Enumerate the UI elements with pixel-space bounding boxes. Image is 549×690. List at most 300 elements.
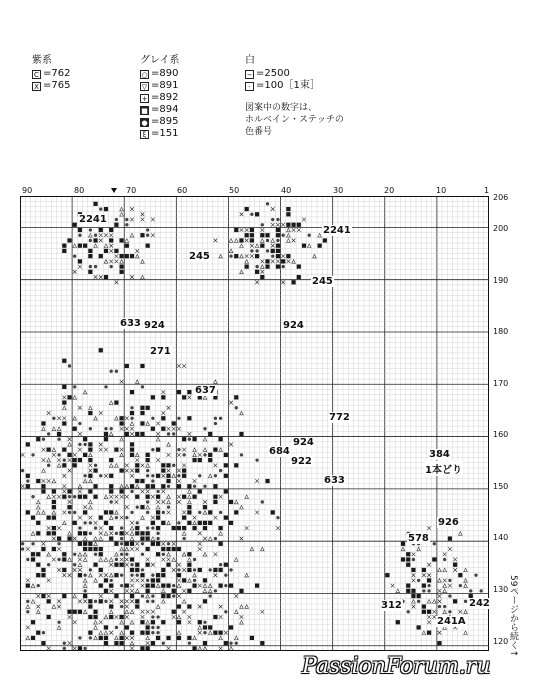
stitch-cell	[146, 646, 150, 650]
stitch-cell	[261, 610, 265, 614]
stitch-cell	[208, 432, 212, 436]
stitch-cell	[109, 495, 113, 499]
stitch-cell	[109, 244, 113, 248]
stitch-cell	[213, 615, 217, 619]
stitch-cell	[407, 610, 410, 613]
stitch-cell	[36, 531, 40, 535]
stitch-color-label: 922	[291, 456, 312, 467]
legend-white	[245, 55, 320, 92]
stitch-cell	[26, 610, 29, 613]
stitch-cell	[114, 400, 118, 404]
stitch-cell	[255, 265, 258, 268]
stitch-cell	[104, 521, 108, 525]
column-number: 30	[333, 186, 344, 195]
stitch-cell	[62, 249, 66, 253]
stitch-cell	[73, 568, 77, 572]
stitch-cell	[114, 448, 118, 452]
stitch-cell	[287, 239, 291, 243]
stitch-cell	[94, 464, 97, 467]
stitch-cell	[140, 631, 144, 635]
stitch-cell	[255, 244, 259, 248]
stitch-cell	[162, 390, 166, 394]
stitch-cell	[104, 474, 108, 478]
stitch-cell	[130, 594, 134, 598]
stitch-cell	[156, 573, 160, 577]
stitch-cell	[182, 364, 186, 368]
stitch-cell	[255, 254, 259, 258]
stitch-cell	[99, 584, 103, 588]
stitch-cell	[89, 521, 92, 524]
stitch-cell	[172, 542, 176, 546]
stitch-cell	[73, 223, 77, 227]
stitch-cell	[62, 244, 66, 248]
stitch-cell	[120, 437, 124, 441]
stitch-cell	[57, 547, 61, 551]
stitch-cell	[234, 610, 238, 614]
stitch-cell	[78, 526, 81, 529]
stitch-cell	[115, 552, 119, 556]
stitch-cell	[115, 516, 118, 519]
stitch-cell	[187, 510, 191, 514]
stitch-cell	[261, 270, 265, 274]
stitch-cell	[109, 464, 113, 468]
stitch-cell	[167, 453, 171, 457]
stitch-cell	[41, 484, 45, 488]
stitch-cell	[73, 594, 77, 598]
stitch-cell	[93, 610, 97, 614]
stitch-cell	[291, 223, 295, 227]
stitch-cell	[130, 484, 134, 488]
stitch-cell	[89, 464, 93, 468]
stitch-cell	[99, 448, 103, 452]
stitch-cell	[286, 207, 290, 211]
stitch-cell	[62, 406, 66, 410]
stitch-cell	[125, 547, 129, 551]
stitch-cell	[396, 620, 400, 624]
stitch-cell	[146, 458, 150, 462]
stitch-cell	[130, 631, 134, 635]
stitch-cell	[151, 615, 154, 618]
stitch-cell	[42, 438, 45, 441]
stitch-cell	[94, 275, 98, 279]
stitch-cell	[109, 401, 113, 405]
stitch-cell	[99, 558, 103, 562]
stitch-color-label: 578	[408, 533, 429, 544]
stitch-cell	[83, 531, 87, 535]
stitch-cell	[427, 610, 431, 614]
stitch-cell	[140, 505, 144, 509]
stitch-cell	[162, 558, 166, 562]
stitch-cell	[146, 526, 149, 529]
stitch-cell	[276, 233, 280, 237]
stitch-cell	[432, 600, 436, 604]
stitch-cell	[88, 254, 92, 258]
stitch-cell	[235, 406, 238, 409]
stitch-cell	[427, 578, 431, 582]
stitch-cell	[151, 521, 155, 525]
stitch-cell	[42, 458, 46, 462]
stitch-cell	[120, 416, 124, 420]
stitch-cell	[57, 427, 61, 431]
stitch-cell	[182, 511, 186, 515]
stitch-cell	[83, 552, 87, 556]
legend-row	[245, 68, 320, 80]
stitch-cell	[177, 594, 181, 598]
stitch-cell	[120, 584, 123, 587]
stitch-cell	[245, 207, 249, 211]
stitch-cell	[21, 484, 25, 488]
stitch-cell	[167, 542, 170, 545]
stitch-cell	[151, 578, 155, 582]
stitch-cell	[255, 584, 259, 588]
stitch-cell	[224, 453, 228, 457]
column-number: 80	[74, 186, 85, 195]
stitch-cell	[140, 620, 144, 624]
stitch-cell	[193, 636, 197, 640]
stitch-cell	[47, 599, 51, 603]
stitch-cell	[187, 563, 191, 567]
stitch-cell	[73, 495, 76, 498]
stitch-cell	[209, 568, 212, 571]
stitch-cell	[99, 443, 103, 447]
stitch-cell	[94, 620, 98, 624]
row-number: 140	[493, 533, 509, 542]
stitch-cell	[187, 552, 191, 556]
stitch-cell	[146, 531, 150, 535]
stitch-cell	[224, 610, 227, 613]
stitch-cell	[52, 511, 56, 515]
stitch-cell	[427, 526, 431, 530]
legend-title: 紫系	[32, 55, 52, 66]
stitch-cell	[167, 495, 171, 499]
stitch-cell	[120, 558, 124, 562]
stitch-color-label: 2241	[323, 225, 351, 236]
stitch-cell	[229, 647, 233, 651]
legend-purple	[32, 55, 70, 92]
stitch-cell	[73, 647, 77, 651]
stitch-cell	[411, 594, 415, 598]
stitch-cell	[47, 458, 51, 462]
stitch-cell	[318, 244, 322, 248]
stitch-cell	[104, 495, 108, 499]
stitch-cell	[151, 395, 155, 399]
stitch-cell	[88, 474, 92, 478]
stitch-cell	[136, 573, 139, 576]
stitch-cell	[260, 244, 264, 248]
stitch-cell	[203, 396, 207, 400]
stitch-cell	[78, 563, 82, 567]
stitch-cell	[41, 573, 45, 577]
stitch-cell	[67, 505, 71, 509]
stitch-cell	[83, 547, 87, 551]
stitch-cell	[57, 458, 61, 462]
stitch-cell	[125, 218, 128, 221]
stitch-cell	[187, 484, 191, 488]
stitch-cell	[224, 474, 228, 478]
stitch-cell	[193, 516, 197, 520]
stitch-cell	[104, 448, 108, 452]
stitch-cell	[208, 584, 212, 588]
stitch-cell	[271, 260, 275, 264]
stitch-cell	[151, 641, 155, 645]
stitch-cell	[130, 207, 134, 211]
stitch-cell	[182, 448, 186, 452]
stitch-cell	[406, 552, 410, 556]
stitch-cell	[88, 542, 92, 546]
stitch-cell	[125, 505, 129, 509]
stitch-cell	[166, 474, 170, 478]
stitch-cell	[412, 573, 416, 577]
stitch-cell	[99, 568, 103, 572]
stitch-cell	[104, 385, 107, 388]
stitch-cell	[57, 600, 61, 604]
stitch-cell	[36, 437, 40, 441]
stitch-cell	[42, 469, 46, 473]
stitch-cell	[42, 511, 46, 515]
stitch-cell	[276, 218, 279, 221]
stitch-cell	[62, 421, 66, 425]
stitch-cell	[104, 615, 108, 619]
stitch-cell	[89, 469, 93, 473]
stitch-cell	[141, 212, 145, 216]
stitch-cell	[73, 396, 77, 400]
stitch-cell	[31, 620, 35, 624]
stitch-cell	[166, 594, 170, 598]
stitch-cell	[443, 605, 446, 608]
stitch-cell	[68, 511, 71, 514]
stitch-cell	[78, 490, 82, 494]
stitch-cell	[26, 579, 30, 583]
stitch-cell	[308, 234, 311, 237]
stitch-cell	[198, 474, 201, 477]
stitch-cell	[99, 233, 103, 237]
stitch-cell	[114, 594, 118, 598]
stitch-cell	[219, 526, 223, 530]
stitch-cell	[208, 625, 212, 629]
stitch-cell	[151, 610, 155, 614]
stitch-cell	[78, 458, 82, 462]
stitch-cell	[245, 260, 249, 264]
stitch-cell	[47, 647, 51, 651]
stitch-cell	[47, 411, 51, 415]
stitch-cell	[109, 510, 113, 514]
stitch-cell	[146, 406, 150, 410]
stitch-cell	[245, 573, 249, 577]
stitch-cell	[422, 584, 426, 588]
stitch-cell	[151, 620, 155, 624]
stitch-cell	[26, 474, 30, 478]
stitch-cell	[125, 600, 129, 604]
stitch-cell	[57, 453, 60, 456]
stitch-cell	[78, 259, 82, 263]
stitch-cell	[125, 558, 129, 562]
stitch-cell	[78, 432, 82, 436]
stitch-cell	[130, 427, 134, 431]
stitch-cell	[219, 631, 223, 635]
stitch-cell	[172, 594, 175, 597]
stitch-cell	[125, 432, 129, 436]
stitch-cell	[411, 589, 415, 593]
stitch-cell	[162, 474, 166, 478]
stitch-cell	[36, 594, 40, 598]
stitch-cell	[193, 568, 196, 571]
stitch-cell	[135, 463, 139, 467]
legend-label: =895	[151, 116, 179, 127]
stitch-cell	[151, 479, 154, 482]
stitch-cell	[177, 615, 181, 619]
stitch-cell	[250, 547, 254, 551]
stitch-symbol-icon: ○	[141, 70, 148, 79]
stitch-cell	[177, 604, 181, 608]
stitch-cell	[188, 641, 191, 644]
stitch-cell	[68, 437, 72, 441]
stitch-cell	[109, 631, 113, 635]
stitch-cell	[161, 594, 165, 598]
stitch-cell	[177, 484, 181, 488]
stitch-cell	[130, 422, 134, 426]
stitch-cell	[130, 511, 133, 514]
stitch-cell	[125, 484, 129, 488]
stitch-cell	[187, 589, 191, 593]
stitch-cell	[214, 474, 217, 477]
stitch-cell	[99, 547, 103, 551]
stitch-cell	[135, 458, 139, 462]
stitch-cell	[140, 233, 144, 237]
stitch-cell	[187, 416, 191, 420]
stitch-cell	[83, 573, 86, 576]
stitch-cell	[166, 479, 170, 483]
stitch-cell	[276, 244, 280, 248]
stitch-cell	[125, 542, 129, 546]
stitch-cell	[78, 265, 82, 269]
stitch-cell	[114, 641, 118, 645]
stitch-cell	[235, 641, 238, 644]
stitch-cell	[292, 239, 296, 243]
legend-label: =765	[43, 80, 71, 91]
stitch-cell	[99, 537, 103, 541]
stitch-cell	[166, 463, 170, 467]
stitch-cell	[109, 432, 113, 436]
stitch-cell	[214, 589, 217, 592]
legend-label: =892	[151, 92, 179, 103]
stitch-cell	[208, 537, 212, 541]
stitch-cell	[198, 547, 202, 551]
stitch-cell	[125, 532, 129, 536]
row-number: 160	[493, 430, 509, 439]
stitch-cell	[162, 641, 165, 644]
stitch-cell	[443, 579, 447, 583]
stitch-cell	[94, 526, 97, 529]
stitch-cell	[130, 610, 134, 614]
stitch-cell	[42, 448, 46, 452]
stitch-cell	[151, 417, 154, 420]
stitch-cell	[281, 223, 285, 227]
stitch-cell	[120, 468, 124, 472]
stitch-cell	[94, 265, 97, 268]
stitch-cell	[412, 579, 416, 583]
stitch-cell	[281, 265, 284, 268]
stitch-cell	[146, 579, 149, 582]
stitch-cell	[109, 458, 113, 462]
stitch-cell	[214, 537, 217, 540]
stitch-cell	[156, 516, 160, 520]
stitch-cell	[198, 626, 202, 630]
stitch-cell	[214, 552, 218, 556]
row-number: 120	[493, 637, 509, 646]
stitch-cell	[63, 641, 66, 644]
stitch-cell	[213, 448, 217, 452]
stitch-cell	[83, 453, 87, 457]
stitch-cell	[151, 448, 154, 451]
stitch-cell	[94, 636, 98, 640]
stitch-cell	[214, 573, 218, 577]
stitch-cell	[67, 536, 71, 540]
stitch-cell	[260, 275, 264, 279]
stitch-cell	[31, 584, 35, 588]
note-line: 色番号	[245, 127, 273, 137]
stitch-cell	[104, 207, 108, 211]
stitch-cell	[276, 516, 279, 519]
stitch-cell	[120, 427, 124, 431]
stitch-cell	[141, 594, 144, 597]
stitch-cell	[203, 485, 206, 488]
stitch-cell	[245, 495, 249, 499]
stitch-cell	[281, 259, 285, 263]
stitch-cell	[156, 500, 160, 504]
stitch-cell	[208, 510, 212, 514]
stitch-cell	[99, 207, 102, 210]
stitch-cell	[146, 584, 150, 588]
stitch-cell	[93, 202, 97, 206]
stitch-cell	[480, 589, 483, 592]
stitch-cell	[146, 422, 150, 426]
stitch-symbol-icon: +	[141, 94, 148, 103]
stitch-cell	[62, 557, 66, 561]
stitch-cell	[120, 380, 124, 384]
stitch-cell	[67, 395, 71, 399]
stitch-color-label: 271	[150, 346, 171, 357]
stitch-cell	[188, 500, 192, 504]
stitch-cell	[172, 589, 176, 593]
stitch-cell	[88, 615, 92, 619]
stitch-cell	[109, 249, 113, 253]
stitch-cell	[219, 469, 222, 472]
stitch-cell	[104, 532, 108, 536]
stitch-cell	[240, 270, 244, 274]
stitch-cell	[26, 600, 29, 603]
stitch-cell	[47, 552, 51, 556]
stitch-cell	[156, 537, 159, 540]
stitch-cell	[114, 563, 118, 567]
stitch-cell	[120, 631, 124, 635]
stitch-cell	[57, 495, 61, 499]
stitch-cell	[130, 589, 134, 593]
stitch-cell	[120, 484, 124, 488]
stitch-cell	[297, 275, 301, 279]
stitch-cell	[146, 484, 150, 488]
stitch-cell	[83, 390, 87, 394]
stitch-cell	[182, 532, 186, 536]
stitch-cell	[261, 260, 265, 264]
stitch-cell	[89, 500, 93, 504]
stitch-cell	[41, 641, 45, 645]
stitch-cell	[245, 254, 249, 258]
stitch-cell	[47, 495, 51, 499]
stitch-cell	[130, 620, 134, 624]
stitch-cell	[141, 542, 144, 545]
stitch-cell	[229, 641, 232, 644]
stitch-cell	[89, 233, 93, 237]
